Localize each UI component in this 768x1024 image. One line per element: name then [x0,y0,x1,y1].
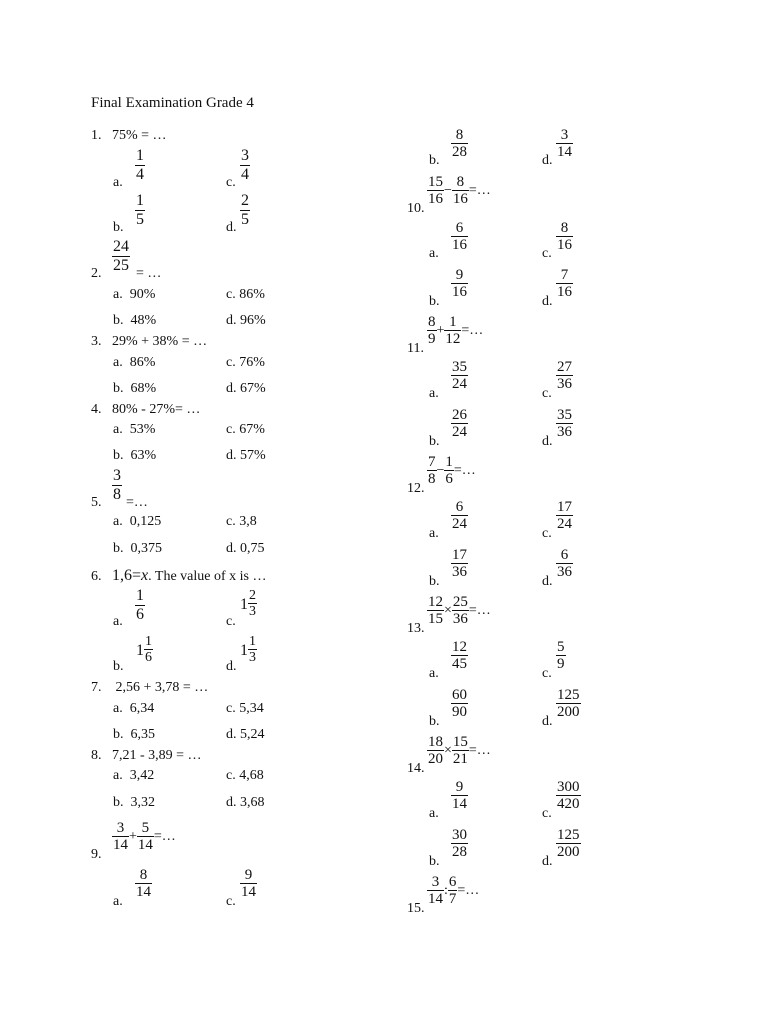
option-c[interactable]: c. 67% [226,422,265,437]
question-12-number: 12. [407,481,425,496]
option-b[interactable]: b. 63% [113,448,157,463]
option-a-label: a. [429,526,439,541]
option-c-label: c. [226,175,236,190]
option-b-label: b. [429,574,440,589]
option-c-label: c. [226,894,236,909]
option-d-fraction[interactable]: 3 14 [557,127,572,160]
option-c-label: c. [542,806,552,821]
option-d[interactable]: d. 57% [226,448,266,463]
question-9-number: 9. [91,847,102,862]
option-d-label: d. [542,434,553,449]
option-c-fraction[interactable]: 5 9 [557,639,565,672]
question-5-eq: =… [126,495,148,510]
option-c-label: c. [542,526,552,541]
option-d-label: d. [542,854,553,869]
option-a-fraction[interactable]: 35 24 [452,359,467,392]
option-c-fraction[interactable]: 9 14 [241,867,256,900]
option-a[interactable]: a. 53% [113,422,156,437]
option-c[interactable]: c. 3,8 [226,514,257,529]
option-c-fraction[interactable]: 17 24 [557,499,572,532]
question-5-number: 5. [91,495,102,510]
option-a[interactable]: a. 90% [113,287,156,302]
option-b[interactable]: b. 68% [113,381,157,396]
option-a[interactable]: a. 0,125 [113,514,162,529]
option-b-label: b. [429,434,440,449]
option-a[interactable]: a. 3,42 [113,768,155,783]
question-7: 7. 2,56 + 3,78 = … [91,680,209,695]
question-4: 4. 80% - 27%= … [91,402,201,417]
option-a-fraction[interactable]: 9 14 [452,779,467,812]
question-number: 1. [91,128,102,143]
question-13-number: 13. [407,621,425,636]
option-d-fraction[interactable]: 2 5 [241,192,249,228]
option-a-label: a. [113,175,123,190]
option-a-label: a. [429,806,439,821]
question-8: 8. 7,21 - 3,89 = … [91,748,202,763]
option-a-label: a. [113,614,123,629]
option-b-fraction[interactable]: 1 5 [136,192,144,228]
option-b[interactable]: b. 48% [113,313,157,328]
option-c[interactable]: c. 76% [226,355,265,370]
option-b-label: b. [429,854,440,869]
question-12-expression: 7 8 − 1 6 =… [428,454,476,487]
option-c-fraction[interactable]: 8 16 [557,220,572,253]
option-c[interactable]: c. 86% [226,287,265,302]
question-1 [91,128,167,144]
option-d-fraction[interactable]: 6 36 [557,547,572,580]
question-11-expression: 8 9 + 1 12 =… [428,314,484,347]
question-9-expression: 3 14 + 5 14 =… [113,820,176,853]
option-a[interactable]: a. 86% [113,355,156,370]
option-b-fraction[interactable]: 9 16 [452,267,467,300]
question-15-expression: 3 14 : 6 7 =… [428,874,480,907]
option-d-label: d. [226,220,237,235]
option-d[interactable]: d. 3,68 [226,795,265,810]
question-15-number: 15. [407,901,425,916]
option-d-fraction[interactable]: 125 200 [557,827,580,860]
option-d-fraction[interactable]: 7 16 [557,267,572,300]
option-c-whole: 1 [240,596,248,613]
option-b-fraction[interactable]: 1 6 [145,634,152,665]
option-d-whole: 1 [240,642,248,659]
option-c-fraction[interactable]: 27 36 [557,359,572,392]
option-b-fraction[interactable]: 26 24 [452,407,467,440]
question-text: 75% = … [112,128,167,143]
option-d-label: d. [542,294,553,309]
option-a-label: a. [429,666,439,681]
question-14-number: 14. [407,761,425,776]
option-a-fraction[interactable]: 6 24 [452,499,467,532]
question-2-number: 2. [91,266,102,281]
option-c-label: c. [542,666,552,681]
option-a-fraction[interactable]: 12 45 [452,639,467,672]
option-a[interactable]: a. 6,34 [113,701,155,716]
option-c-fraction[interactable]: 300 420 [557,779,580,812]
option-c-fraction[interactable]: 3 4 [241,147,249,183]
option-b-label: b. [429,153,440,168]
option-d[interactable]: d. 96% [226,313,266,328]
option-d-fraction[interactable]: 35 36 [557,407,572,440]
option-c-label: c. [542,246,552,261]
option-d[interactable]: d. 0,75 [226,541,265,556]
option-d-label: d. [226,659,237,674]
option-c[interactable]: c. 4,68 [226,768,264,783]
option-b-fraction[interactable]: 17 36 [452,547,467,580]
option-b-label: b. [429,714,440,729]
question-3: 3. 29% + 38% = … [91,334,208,349]
option-d-fraction[interactable]: 125 200 [557,687,580,720]
option-a-fraction[interactable]: 8 14 [136,867,151,900]
option-c[interactable]: c. 5,34 [226,701,264,716]
option-b-fraction[interactable]: 30 28 [452,827,467,860]
option-b-label: b. [113,220,124,235]
option-b-whole: 1 [136,642,144,659]
question-6: 6. 1,6=x. The value of x is … [91,567,267,584]
question-11-number: 11. [407,341,424,356]
option-d[interactable]: d. 67% [226,381,266,396]
option-b-fraction[interactable]: 60 90 [452,687,467,720]
question-5-fraction: 3 8 [113,467,121,503]
option-a-fraction[interactable]: 6 16 [452,220,467,253]
option-b[interactable]: b. 3,32 [113,795,155,810]
page-title: Final Examination Grade 4 [91,95,254,111]
question-14-expression: 18 20 × 15 21 =… [428,734,491,767]
option-d[interactable]: d. 5,24 [226,727,265,742]
option-a-label: a. [429,386,439,401]
option-a-fraction[interactable]: 1 6 [136,587,144,623]
option-b-label: b. [113,659,124,674]
option-a-fraction[interactable]: 1 4 [136,147,144,183]
option-d-label: d. [542,574,553,589]
option-c-label: c. [542,386,552,401]
question-10-number: 10. [407,201,425,216]
option-d-label: d. [542,153,553,168]
option-a-label: a. [113,894,123,909]
question-10-expression: 15 16 − 8 16 =… [428,174,491,207]
question-2-eq: = … [136,266,162,281]
option-b-label: b. [429,294,440,309]
option-b[interactable]: b. 0,375 [113,541,162,556]
option-b[interactable]: b. 6,35 [113,727,155,742]
option-d-label: d. [542,714,553,729]
question-13-expression: 12 15 × 25 36 =… [428,594,491,627]
question-2-fraction: 24 25 [113,238,129,274]
option-c-fraction[interactable]: 2 3 [249,588,256,619]
option-c-label: c. [226,614,236,629]
option-b-fraction[interactable]: 8 28 [452,127,467,160]
option-d-fraction[interactable]: 1 3 [249,634,256,665]
option-a-label: a. [429,246,439,261]
